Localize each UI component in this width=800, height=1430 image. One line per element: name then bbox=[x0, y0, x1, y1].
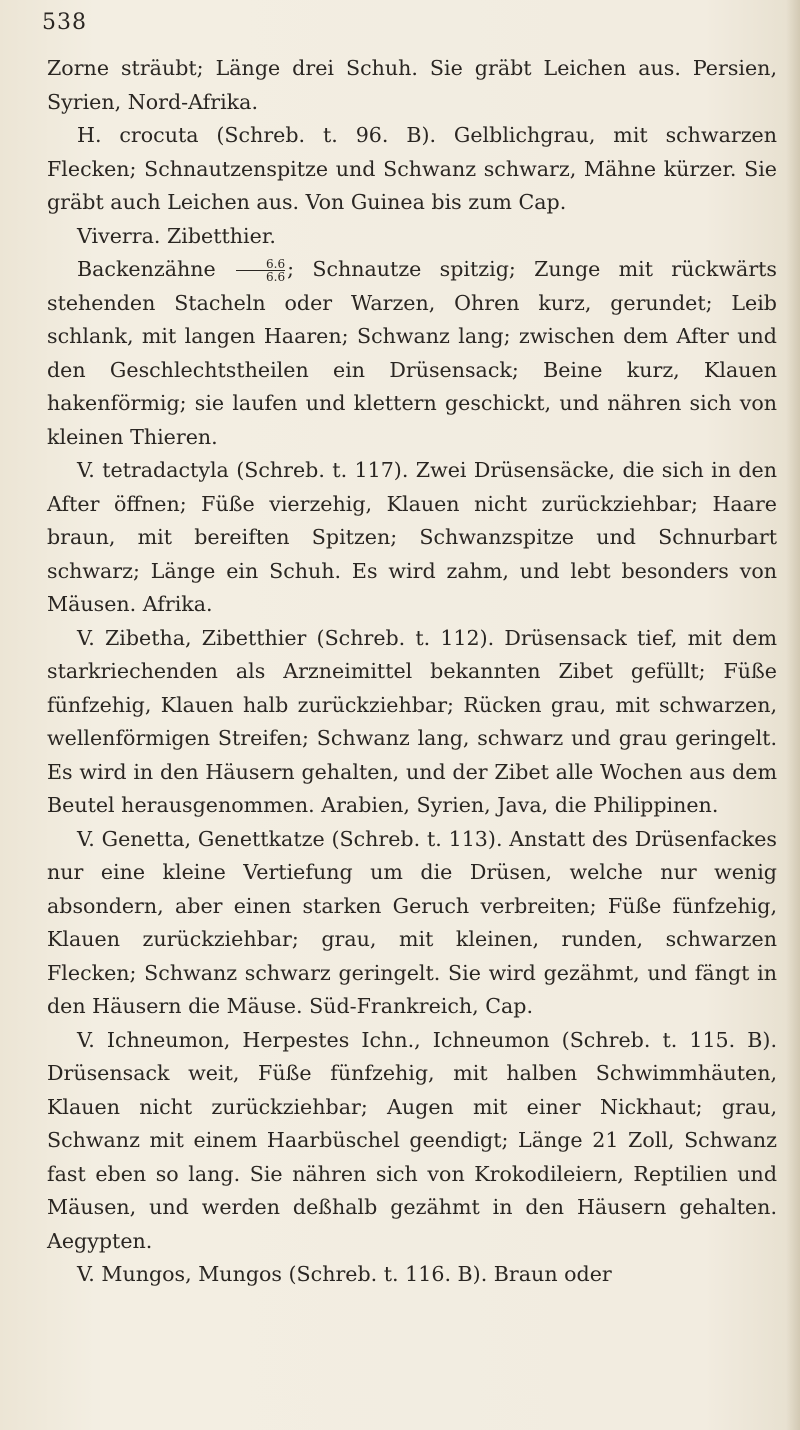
species-tetradactyla: V. tetradactyla (Schreb. t. 117). Zwei Drüsensäcke, die sich in den After öffnen; Füße vierzehig, Klauen nicht zurückziehbar; Haare braun, mit bereiften Spitzen; Schwanzspitze und Schnurbart schwarz; Länge ein Schuh. Es wird zahm, und lebt besonders von Mäusen. Afrika. bbox=[47, 458, 777, 616]
paragraph-crocuta: H. crocuta (Schreb. t. 96. B). Gelblichgrau, mit schwarzen Flecken; Schnautzenspitze und Schwanz schwarz, Mähne kürzer. Sie gräbt auch Leichen aus. Von Guinea bis zum Cap. bbox=[47, 123, 777, 214]
dental-formula-denominator: 6.6 bbox=[236, 270, 285, 283]
species-mungos: V. Mungos, Mungos (Schreb. t. 116. B). Braun oder bbox=[77, 1262, 612, 1286]
species-ichneumon: V. Ichneumon, Herpestes Ichn., Ichneumon (Schreb. t. 115. B). Drüsensack weit, Füße fünfzehig, mit halben Schwimmhäuten, Klauen nicht zurückziehbar; Augen mit einer Nickhaut; grau, Schwanz mit einem Haarbüschel geendigt; Länge 21 Zoll, Schwanz fast eben so lang. Sie nähren sich von Krokodileiern, Reptilien und Mäusen, und werden deßhalb gezähmt in den Häusern gehalten. Aegypten. bbox=[47, 1027, 777, 1253]
viverra-pre: Backenzähne bbox=[77, 257, 216, 281]
species-zibetha: V. Zibetha, Zibetthier (Schreb. t. 112). Drüsensack tief, mit dem starkriechenden als Arzneimittel bekannten Zibet gefüllt; Füße fünfzehig, Klauen halb zurückziehbar; Rücken grau, mit schwarzen, wellenförmigen Streifen; Schwanz lang, schwarz und grau geringelt. Es wird in den Häusern gehalten, und der Zibet alle Wochen aus dem Beutel herausgenommen. Arabien, Syrien, Java, die Philippinen. bbox=[47, 625, 777, 817]
viverra-description: ; Schnautze spitzig; Zunge mit rückwärts stehenden Stacheln oder Warzen, Ohren kurz, gerundet; Leib schlank, mit langen Haaren; Schwanz lang; zwischen dem After und den Geschlechtstheilen ein Drüsensack; Beine kurz, Klauen hakenförmig; sie laufen und klettern geschickt, und nähren sich von kleinen Thieren. bbox=[47, 257, 778, 449]
page-number: 538 bbox=[42, 10, 87, 35]
page-text bbox=[47, 52, 777, 1292]
paragraph-viverra bbox=[47, 253, 777, 454]
dental-formula bbox=[236, 258, 285, 283]
genus-heading: Viverra. Zibetthier. bbox=[77, 223, 276, 248]
paragraph-hyaena-end: Zorne sträubt; Länge drei Schuh. Sie gräbt Leichen aus. Persien, Syrien, Nord-Afrika. bbox=[47, 56, 777, 114]
species-genetta: V. Genetta, Genettkatze (Schreb. t. 113). Anstatt des Drüsenfackes nur eine kleine Vertiefung um die Drüsen, welche nur wenig absondern, aber einen starken Geruch verbreiten; Füße fünfzehig, Klauen zurückziehbar; grau, mit kleinen, runden, schwarzen Flecken; Schwanz schwarz geringelt. Sie wird gezähmt, und fängt in den Häusern die Mäuse. Süd-Frankreich, Cap. bbox=[47, 826, 777, 1018]
page-edge-shadow bbox=[786, 0, 800, 1430]
dental-formula-numerator: 6.6 bbox=[266, 257, 286, 271]
